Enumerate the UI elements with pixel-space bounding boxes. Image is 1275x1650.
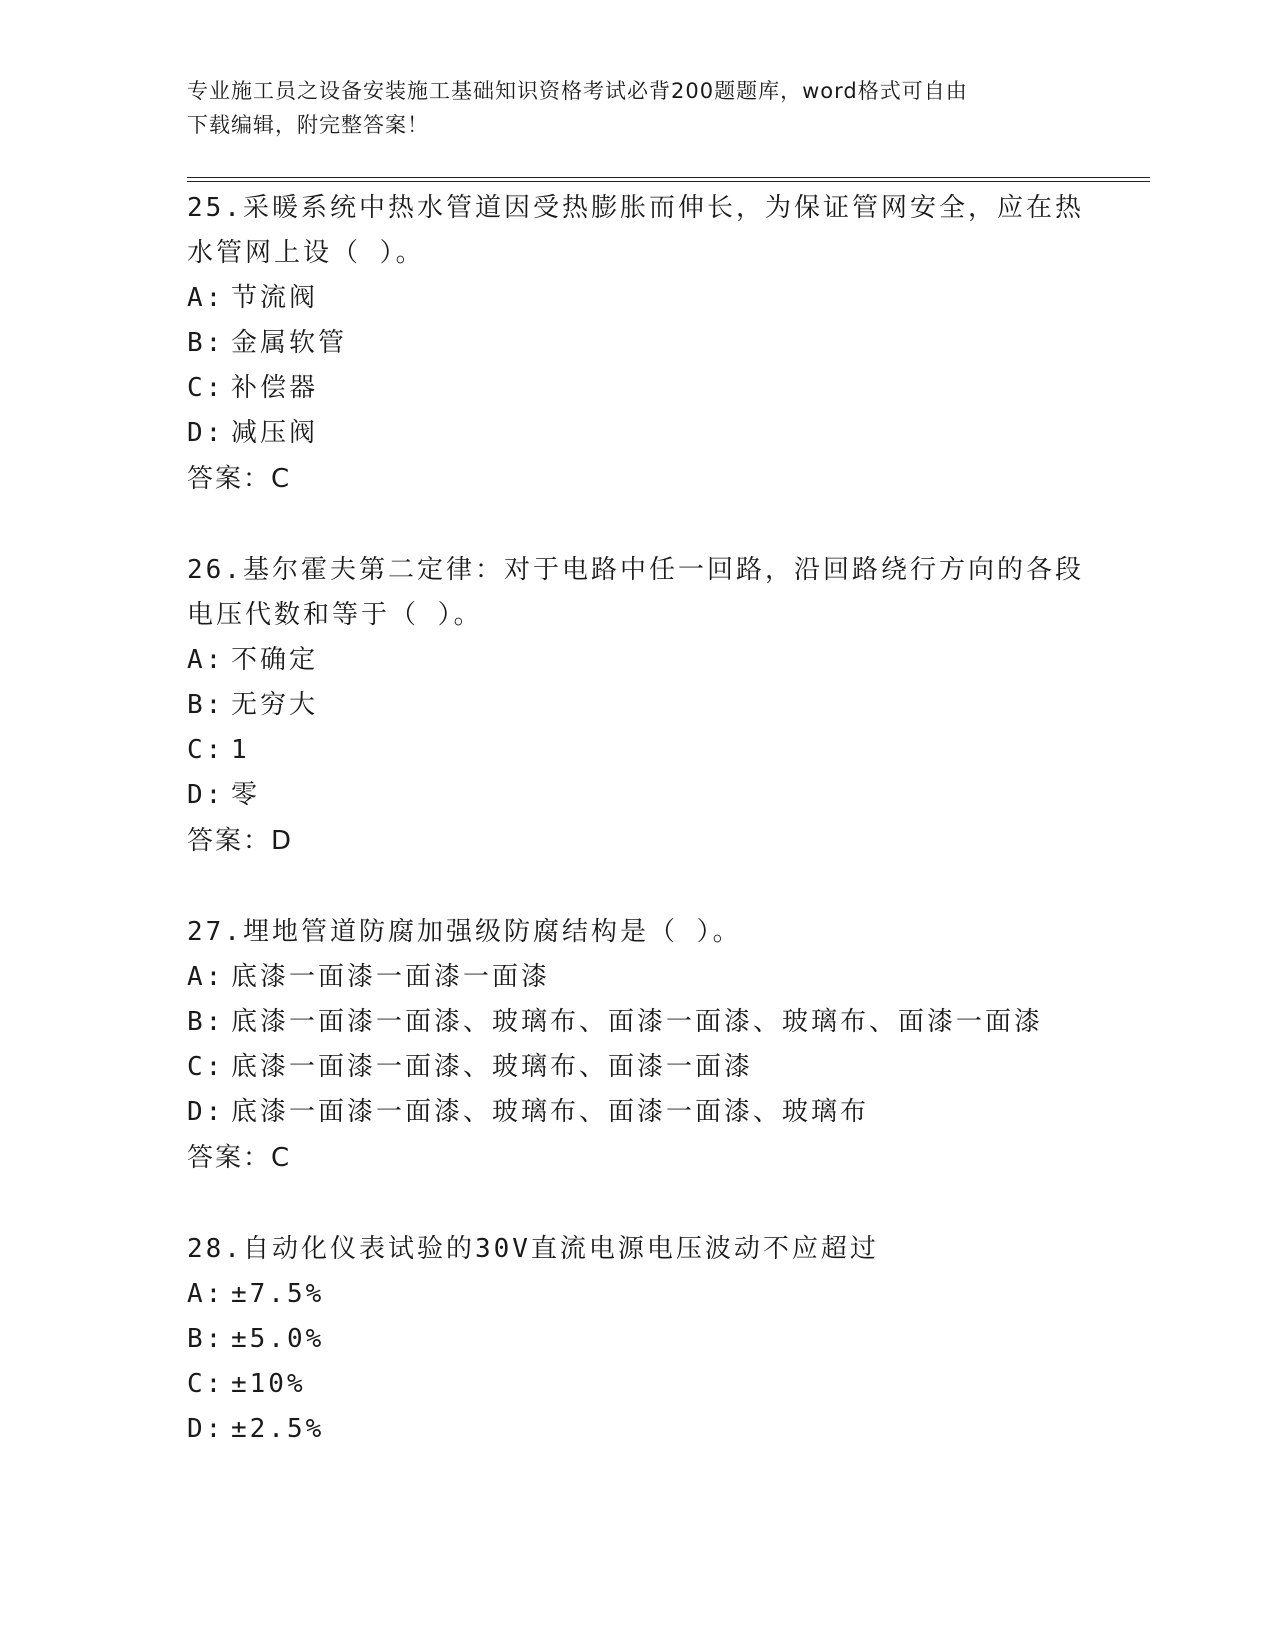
header-title-line2: 下载编辑，附完整答案！ (187, 113, 429, 137)
question-text-line2: 水管网上设（ ）。 (187, 238, 425, 268)
option-text: 金属软管 (231, 328, 348, 358)
header-title-line1: 专业施工员之设备安装施工基础知识资格考试必背200题题库，word格式可自由 (187, 79, 968, 103)
question-26 (187, 548, 1107, 864)
option-d (187, 411, 1107, 456)
header-divider-top (187, 177, 1150, 178)
option-text: 1 (231, 735, 250, 765)
option-label: D: (187, 1097, 225, 1127)
option-text: ±10% (231, 1369, 306, 1399)
option-text: 底漆一面漆一面漆、玻璃布、面漆一面漆、玻璃布 (231, 1097, 870, 1127)
option-a (187, 638, 1107, 683)
answer: 答案：C (187, 1143, 292, 1173)
answer: 答案：C (187, 464, 292, 494)
option-label: C: (187, 735, 225, 765)
option-c (187, 366, 1107, 411)
question-text-line2: 电压代数和等于（ ）。 (187, 600, 483, 630)
question-text-line1: 27.埋地管道防腐加强级防腐结构是（ ）。 (187, 917, 742, 947)
header-divider-bottom (187, 181, 1150, 182)
option-text: 零 (231, 780, 261, 810)
option-label: A: (187, 283, 225, 313)
question-list (187, 186, 1107, 1452)
option-label: C: (187, 1369, 225, 1399)
option-label: B: (187, 1007, 225, 1037)
option-c (187, 1045, 1107, 1090)
option-b (187, 683, 1107, 728)
option-text: 节流阀 (231, 283, 319, 313)
option-c (187, 728, 1107, 773)
option-text: 无穷大 (231, 690, 319, 720)
option-label: B: (187, 690, 225, 720)
option-b (187, 1000, 1107, 1045)
option-label: D: (187, 418, 225, 448)
question-text-line1: 25.采暖系统中热水管道因受热膨胀而伸长，为保证管网安全，应在热 (187, 193, 1084, 223)
option-d (187, 1407, 1107, 1452)
option-label: D: (187, 1414, 225, 1444)
option-text: 减压阀 (231, 418, 319, 448)
answer: 答案：D (187, 826, 294, 856)
option-text: ±5.0% (231, 1324, 325, 1354)
option-b (187, 1317, 1107, 1362)
question-text-line1: 28.自动化仪表试验的30V直流电源电压波动不应超过 (187, 1234, 879, 1264)
question-text-line1: 26.基尔霍夫第二定律：对于电路中任一回路，沿回路绕行方向的各段 (187, 555, 1084, 585)
option-text: 底漆一面漆一面漆、玻璃布、面漆一面漆 (231, 1052, 754, 1082)
option-a (187, 276, 1107, 321)
option-d (187, 1090, 1107, 1135)
option-d (187, 773, 1107, 818)
document-header (187, 74, 1067, 142)
option-label: A: (187, 962, 225, 992)
option-c (187, 1362, 1107, 1407)
option-label: A: (187, 1279, 225, 1309)
question-27 (187, 910, 1107, 1181)
option-b (187, 321, 1107, 366)
option-label: B: (187, 328, 225, 358)
question-28 (187, 1227, 1107, 1452)
question-25 (187, 186, 1107, 502)
option-text: 不确定 (231, 645, 319, 675)
option-label: C: (187, 373, 225, 403)
option-text: 底漆一面漆一面漆、玻璃布、面漆一面漆、玻璃布、面漆一面漆 (231, 1007, 1044, 1037)
option-text: 底漆一面漆一面漆一面漆 (231, 962, 551, 992)
option-text: ±7.5% (231, 1279, 325, 1309)
option-text: ±2.5% (231, 1414, 325, 1444)
option-text: 补偿器 (231, 373, 319, 403)
option-a (187, 1272, 1107, 1317)
option-label: B: (187, 1324, 225, 1354)
option-label: A: (187, 645, 225, 675)
option-a (187, 955, 1107, 1000)
option-label: C: (187, 1052, 225, 1082)
option-label: D: (187, 780, 225, 810)
